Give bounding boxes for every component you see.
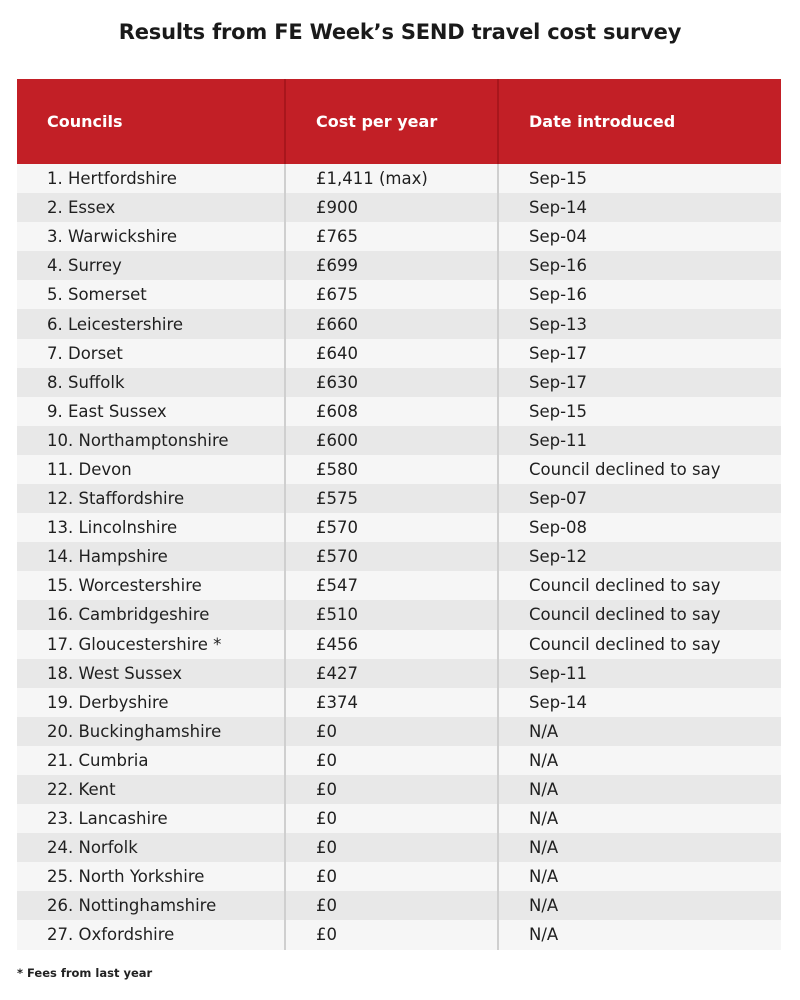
council-cell: 26. Nottinghamshire bbox=[17, 891, 285, 920]
date-cell: Sep-11 bbox=[498, 659, 781, 688]
cost-cell: £630 bbox=[285, 368, 498, 397]
date-cell: N/A bbox=[498, 775, 781, 804]
table-row bbox=[17, 571, 781, 600]
date-cell: N/A bbox=[498, 833, 781, 862]
council-cell: 9. East Sussex bbox=[17, 397, 285, 426]
survey-table bbox=[17, 79, 781, 950]
header-cost-per-year: Cost per year bbox=[285, 79, 498, 164]
council-cell: 25. North Yorkshire bbox=[17, 862, 285, 891]
table-row bbox=[17, 775, 781, 804]
council-cell: 15. Worcestershire bbox=[17, 571, 285, 600]
date-cell: Sep-04 bbox=[498, 222, 781, 251]
cost-cell: £0 bbox=[285, 717, 498, 746]
cost-cell: £0 bbox=[285, 891, 498, 920]
header-row bbox=[17, 79, 781, 164]
footnote: * Fees from last year bbox=[17, 966, 153, 980]
date-cell: N/A bbox=[498, 804, 781, 833]
date-cell: Council declined to say bbox=[498, 630, 781, 659]
council-cell: 27. Oxfordshire bbox=[17, 920, 285, 949]
council-cell: 16. Cambridgeshire bbox=[17, 600, 285, 629]
cost-cell: £765 bbox=[285, 222, 498, 251]
table-title: Results from FE Week’s SEND travel cost survey bbox=[118, 20, 682, 44]
table-row bbox=[17, 746, 781, 775]
council-cell: 10. Northamptonshire bbox=[17, 426, 285, 455]
cost-cell: £0 bbox=[285, 920, 498, 949]
table-row bbox=[17, 339, 781, 368]
table-row bbox=[17, 397, 781, 426]
table-row bbox=[17, 600, 781, 629]
council-cell: 6. Leicestershire bbox=[17, 309, 285, 338]
table-row bbox=[17, 309, 781, 338]
date-cell: Sep-16 bbox=[498, 251, 781, 280]
table-row bbox=[17, 542, 781, 571]
table-row bbox=[17, 688, 781, 717]
cost-cell: £600 bbox=[285, 426, 498, 455]
cost-cell: £570 bbox=[285, 542, 498, 571]
council-cell: 13. Lincolnshire bbox=[17, 513, 285, 542]
date-cell: Sep-14 bbox=[498, 193, 781, 222]
council-cell: 8. Suffolk bbox=[17, 368, 285, 397]
date-cell: N/A bbox=[498, 891, 781, 920]
cost-cell: £510 bbox=[285, 600, 498, 629]
table-header bbox=[17, 79, 781, 164]
council-cell: 14. Hampshire bbox=[17, 542, 285, 571]
cost-cell: £1,411 (max) bbox=[285, 164, 498, 193]
council-cell: 18. West Sussex bbox=[17, 659, 285, 688]
table-row bbox=[17, 193, 781, 222]
table-row bbox=[17, 426, 781, 455]
table-body bbox=[17, 164, 781, 950]
council-cell: 17. Gloucestershire * bbox=[17, 630, 285, 659]
table-row bbox=[17, 891, 781, 920]
cost-cell: £0 bbox=[285, 804, 498, 833]
table-row bbox=[17, 920, 781, 949]
table-row bbox=[17, 251, 781, 280]
date-cell: Sep-11 bbox=[498, 426, 781, 455]
cost-cell: £575 bbox=[285, 484, 498, 513]
table-row bbox=[17, 455, 781, 484]
council-cell: 22. Kent bbox=[17, 775, 285, 804]
date-cell: Sep-17 bbox=[498, 339, 781, 368]
council-cell: 24. Norfolk bbox=[17, 833, 285, 862]
table-row bbox=[17, 862, 781, 891]
date-cell: Sep-16 bbox=[498, 280, 781, 309]
table-row bbox=[17, 804, 781, 833]
date-cell: Sep-07 bbox=[498, 484, 781, 513]
council-cell: 21. Cumbria bbox=[17, 746, 285, 775]
date-cell: N/A bbox=[498, 862, 781, 891]
cost-cell: £0 bbox=[285, 833, 498, 862]
cost-cell: £608 bbox=[285, 397, 498, 426]
council-cell: 5. Somerset bbox=[17, 280, 285, 309]
date-cell: Sep-15 bbox=[498, 397, 781, 426]
table-row bbox=[17, 513, 781, 542]
date-cell: Sep-08 bbox=[498, 513, 781, 542]
cost-cell: £640 bbox=[285, 339, 498, 368]
council-cell: 19. Derbyshire bbox=[17, 688, 285, 717]
cost-cell: £374 bbox=[285, 688, 498, 717]
cost-cell: £660 bbox=[285, 309, 498, 338]
date-cell: N/A bbox=[498, 717, 781, 746]
date-cell: Council declined to say bbox=[498, 600, 781, 629]
date-cell: Sep-15 bbox=[498, 164, 781, 193]
date-cell: Council declined to say bbox=[498, 571, 781, 600]
date-cell: N/A bbox=[498, 920, 781, 949]
council-cell: 1. Hertfordshire bbox=[17, 164, 285, 193]
date-cell: Sep-12 bbox=[498, 542, 781, 571]
table-row bbox=[17, 368, 781, 397]
table-row bbox=[17, 164, 781, 193]
council-cell: 2. Essex bbox=[17, 193, 285, 222]
cost-cell: £0 bbox=[285, 746, 498, 775]
cost-cell: £699 bbox=[285, 251, 498, 280]
council-cell: 23. Lancashire bbox=[17, 804, 285, 833]
table-row bbox=[17, 833, 781, 862]
cost-cell: £0 bbox=[285, 862, 498, 891]
cost-cell: £456 bbox=[285, 630, 498, 659]
header-date-introduced: Date introduced bbox=[498, 79, 781, 164]
cost-cell: £900 bbox=[285, 193, 498, 222]
table-row bbox=[17, 717, 781, 746]
council-cell: 4. Surrey bbox=[17, 251, 285, 280]
table-row bbox=[17, 222, 781, 251]
cost-cell: £570 bbox=[285, 513, 498, 542]
date-cell: Sep-14 bbox=[498, 688, 781, 717]
date-cell: Council declined to say bbox=[498, 455, 781, 484]
cost-cell: £547 bbox=[285, 571, 498, 600]
table-row bbox=[17, 630, 781, 659]
council-cell: 20. Buckinghamshire bbox=[17, 717, 285, 746]
council-cell: 12. Staffordshire bbox=[17, 484, 285, 513]
cost-cell: £0 bbox=[285, 775, 498, 804]
cost-cell: £427 bbox=[285, 659, 498, 688]
table-row bbox=[17, 659, 781, 688]
council-cell: 7. Dorset bbox=[17, 339, 285, 368]
cost-cell: £580 bbox=[285, 455, 498, 484]
council-cell: 3. Warwickshire bbox=[17, 222, 285, 251]
table-row bbox=[17, 484, 781, 513]
date-cell: N/A bbox=[498, 746, 781, 775]
results-table bbox=[17, 79, 781, 950]
header-councils: Councils bbox=[17, 79, 285, 164]
cost-cell: £675 bbox=[285, 280, 498, 309]
date-cell: Sep-13 bbox=[498, 309, 781, 338]
table-row bbox=[17, 280, 781, 309]
date-cell: Sep-17 bbox=[498, 368, 781, 397]
council-cell: 11. Devon bbox=[17, 455, 285, 484]
